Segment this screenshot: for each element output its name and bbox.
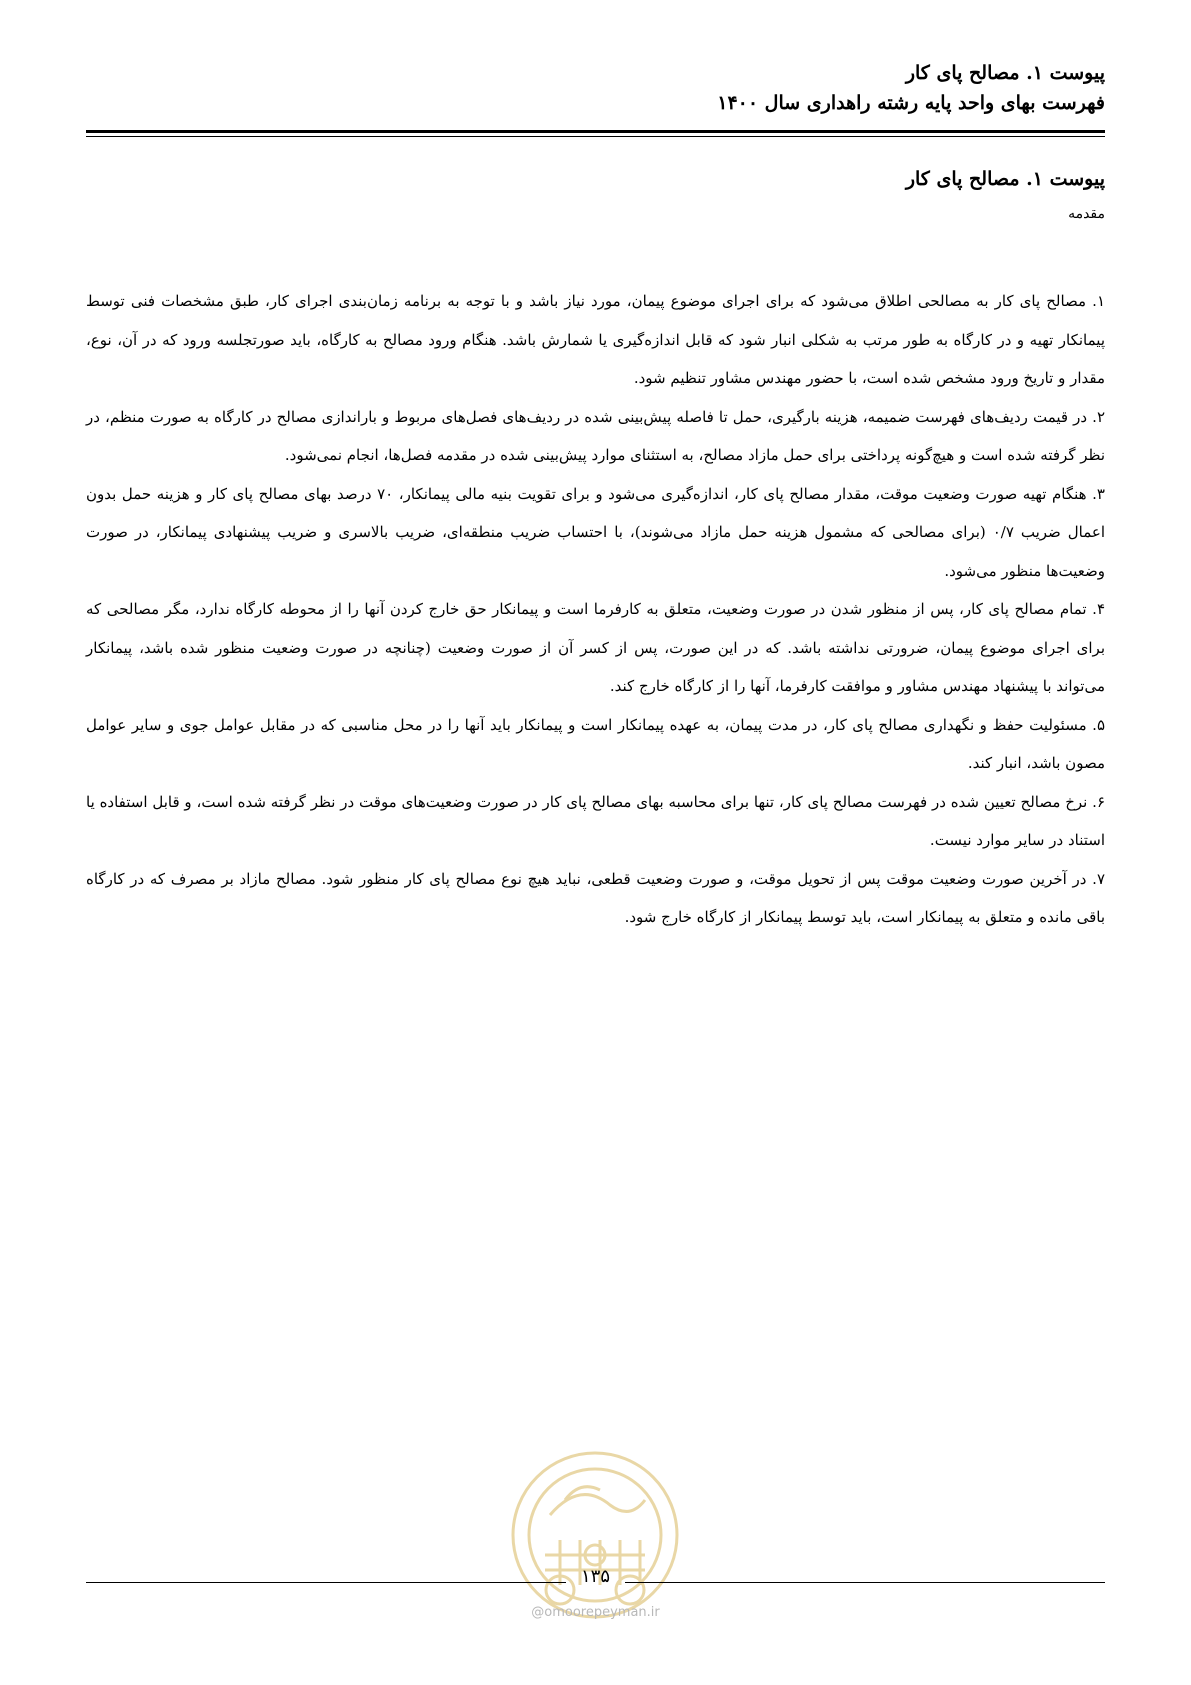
section-intro-label: مقدمه [1068, 206, 1105, 222]
paragraph-5: ۵. مسئولیت حفظ و نگهداری مصالح پای کار، در مدت پیمان، به عهده پیمانکار است و پیمانکار باید آنها را در محل مناسبی که در مقابل عوامل جوی و سایر عوامل مصون باشد، انبار کند. [86, 715, 1105, 772]
paragraph-6: ۶. نرخ مصالح تعیین شده در فهرست مصالح پای کار، تنها برای محاسبه بهای مصالح پای کار در صورت وضعیت‌های موقت در نظر گرفته شده است، و قابل استفاده یا استناد در سایر موارد نیست. [86, 792, 1105, 849]
header-rule-thin [86, 136, 1105, 137]
paragraph-2: ۲. در قیمت ردیف‌های فهرست ضمیمه، هزینه بارگیری، حمل تا فاصله پیش‌بینی شده در ردیف‌های فصل‌های مربوط و باراندازی مصالح در کارگاه به صورت منظم، در نظر گرفته شده است و هیچ‌گونه پرداختی برای حمل مازاد مصالح، به استثنای موارد پیش‌بینی شده در مقدمه فصل‌ها، انجام نمی‌شود. [86, 407, 1105, 464]
page-header [86, 58, 1105, 118]
watermark-logo [505, 1445, 685, 1625]
header-document-title: فهرست بهای واحد پایه رشته راهداری سال ۱۴۰۰ [717, 92, 1105, 114]
paragraph-7: ۷. در آخرین صورت وضعیت موقت پس از تحویل موقت، و صورت وضعیت قطعی، نباید هیچ نوع مصالح پای کار منظور شود. مصالح مازاد بر مصرف که در کارگاه باقی مانده و متعلق به پیمانکار است، باید توسط پیمانکار از کارگاه خارج شود. [86, 869, 1105, 926]
paragraph-3: ۳. هنگام تهیه صورت وضعیت موقت، مقدار مصالح پای کار، اندازه‌گیری می‌شود و برای تقویت بنیه مالی پیمانکار، ۷۰ درصد بهای مصالح پای کار و هزینه حمل بدون اعمال ضریب ۰/۷ (برای مصالحی که مشمول هزینه حمل مازاد می‌شوند)، با احتساب ضریب منطقه‌ای، ضریب بالاسری و ضریب پیشنهادی پیمانکار، در صورت وضعیت‌ها منظور می‌شود. [86, 484, 1105, 580]
footer-rule-right [625, 1582, 1105, 1583]
header-rule-thick [86, 130, 1105, 133]
section-title: پیوست ۱. مصالح پای کار [905, 168, 1105, 190]
website-watermark: @omoorepeyman.ir [531, 1605, 660, 1620]
paragraph-1: ۱. مصالح پای کار به مصالحی اطلاق می‌شود که برای اجرای موضوع پیمان، مورد نیاز باشد و با توجه به برنامه زمان‌بندی اجرای کار، طبق مشخصات فنی توسط پیمانکار تهیه و در کارگاه به طور مرتب به شکلی انبار شود که قابل اندازه‌گیری یا شمارش باشد. هنگام ورود مصالح به کارگاه، باید صورتجلسه ورود که در آن، نوع، مقدار و تاریخ ورود مشخص شده است، با حضور مهندس مشاور تنظیم شود. [86, 292, 1105, 387]
page-number: ۱۳۵ [580, 1566, 610, 1587]
paragraph-4: ۴. تمام مصالح پای کار، پس از منظور شدن در صورت وضعیت، متعلق به کارفرما است و پیمانکار حق خارج کردن آنها را از محوطه کارگاه ندارد، مگر مصالحی که برای اجرای موضوع پیمان، ضرورتی نداشته باشد. که در این صورت، پس از کسر آن از صورت وضعیت (چنانچه در صورت وضعیت منظور شده باشد، پیمانکار می‌تواند با پیشنهاد مهندس مشاور و موافقت کارفرما، آنها را از کارگاه خارج کند. [86, 600, 1105, 695]
body-text [86, 282, 1105, 937]
footer-rule-left [86, 1582, 566, 1583]
header-appendix-title: پیوست ۱. مصالح پای کار [905, 62, 1105, 84]
